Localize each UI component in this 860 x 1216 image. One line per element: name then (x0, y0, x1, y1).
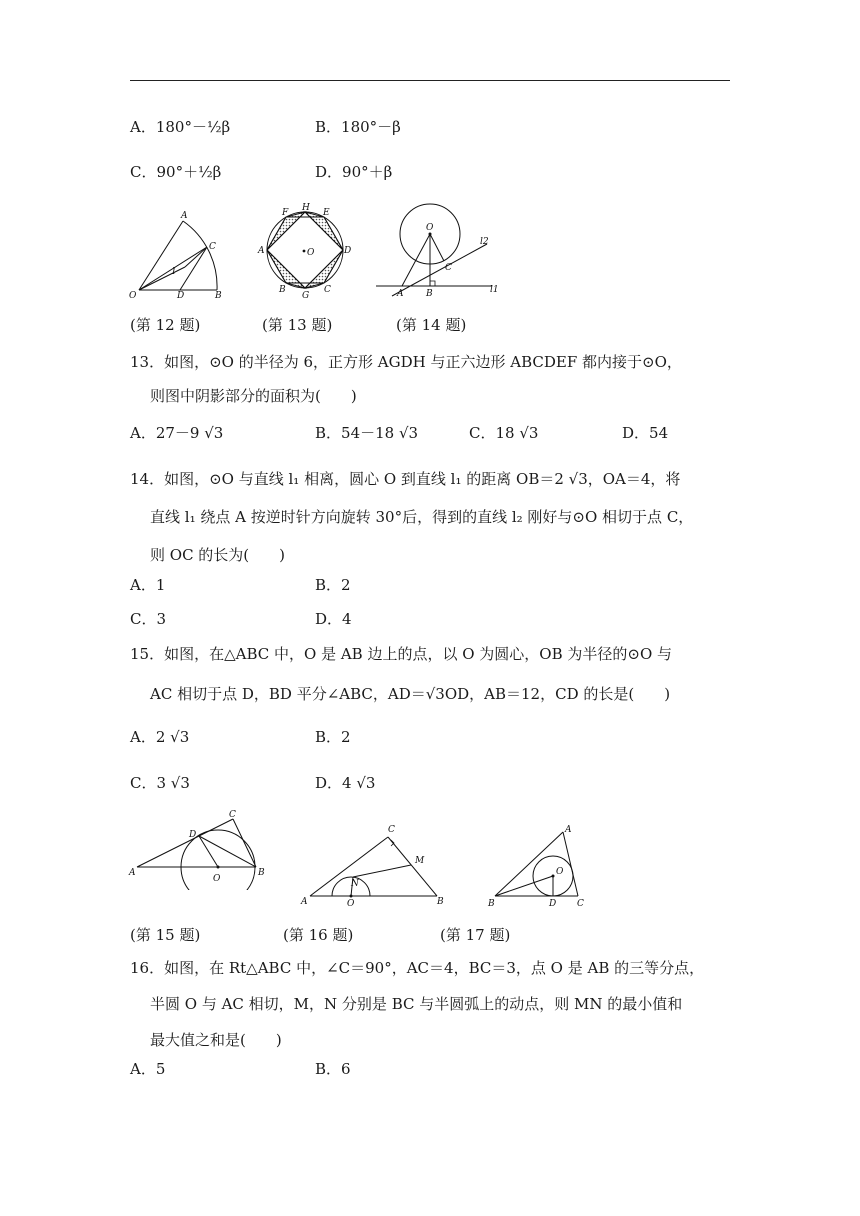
q16-line2: 半圆 O 与 AC 相切，M，N 分别是 BC 与半圆弧上的动点，则 MN 的最小值和 (150, 995, 683, 1013)
fig16-label-n: N (351, 879, 359, 889)
caption-fig15: (第 15 题) (130, 926, 201, 944)
fig14-label-l2: l2 (480, 237, 489, 247)
fig12-label-c: C (209, 242, 216, 252)
q15-option-c: C．3 √3 (130, 774, 190, 792)
fig17-label-a: A (565, 825, 572, 835)
question-13 (130, 345, 730, 413)
q13-line1: 13．如图，⊙O 的半径为 6，正方形 AGDH 与正六边形 ABCDEF 都内接于⊙O， (130, 353, 682, 371)
fig13-label-h: H (302, 203, 310, 213)
fig15-label-b: B (258, 868, 265, 878)
q15-line2: AC 相切于点 D，BD 平分∠ABC，AD＝√3OD，AB＝12，CD 的长是( ) (150, 685, 671, 703)
fig13-label-a: A (258, 246, 265, 256)
fig14-label-b: B (426, 289, 433, 299)
figure-17 (485, 820, 590, 910)
q14-line3: 则 OC 的长为( ) (150, 546, 286, 564)
q15-option-b: B．2 (315, 728, 351, 746)
fig13-label-f: F (282, 208, 289, 218)
fig16-label-a: A (301, 897, 308, 907)
question-15 (130, 634, 730, 714)
fig14-label-a: A (397, 289, 404, 299)
question-14 (130, 460, 730, 574)
figure-13 (255, 200, 355, 300)
q13-option-b: B．54－18 √3 (315, 424, 419, 442)
fig15-label-c: C (229, 810, 236, 820)
q16-option-a: A．5 (130, 1060, 166, 1078)
fig13-label-e: E (323, 208, 330, 218)
figure-14 (372, 200, 502, 300)
q12-option-a: A．180°－½β (130, 118, 231, 136)
fig12-label-a: A (181, 211, 188, 221)
q14-option-b: B．2 (315, 576, 351, 594)
fig17-label-o: O (556, 867, 564, 877)
fig13-label-o: O (307, 248, 315, 258)
q13-option-d: D．54 (622, 424, 669, 442)
q14-option-d: D．4 (315, 610, 352, 628)
caption-fig16: (第 16 题) (283, 926, 354, 944)
fig16-label-c: C (388, 825, 395, 835)
fig14-label-l1: l1 (490, 285, 499, 295)
q12-option-c: C．90°＋½β (130, 163, 222, 181)
fig17-label-b: B (488, 899, 495, 909)
fig15-label-d: D (189, 830, 197, 840)
fig13-label-g: G (302, 291, 310, 300)
q14-option-a: A．1 (130, 576, 166, 594)
fig16-label-b: B (437, 897, 444, 907)
fig15-label-a: A (129, 868, 136, 878)
caption-fig14: (第 14 题) (396, 316, 467, 334)
q16-line1: 16．如图，在 Rt△ABC 中，∠C＝90°，AC＝4，BC＝3，点 O 是 AB 的三等分点， (130, 959, 705, 977)
fig12-label-i: I (172, 267, 176, 277)
q15-line1: 15．如图，在△ABC 中，O 是 AB 边上的点，以 O 为圆心，OB 为半径的⊙O 与 (130, 645, 673, 663)
caption-fig12: (第 12 题) (130, 316, 201, 334)
q14-line2: 直线 l₁ 绕点 A 按逆时针方向旋转 30°后，得到的直线 l₂ 刚好与⊙O 相切于点 C， (150, 508, 694, 526)
question-16 (130, 950, 730, 1058)
fig12-label-b: B (215, 291, 222, 300)
q15-option-a: A．2 √3 (130, 728, 190, 746)
top-rule (130, 80, 730, 81)
fig12-label-d: D (177, 291, 185, 300)
fig13-label-b: B (279, 285, 286, 295)
q13-option-c: C．18 √3 (469, 424, 539, 442)
q13-option-a: A．27－9 √3 (130, 424, 224, 442)
figure-15 (125, 805, 275, 890)
figure-12 (125, 205, 235, 300)
fig13-label-c: C (324, 285, 331, 295)
q16-line3: 最大值之和是( ) (150, 1031, 282, 1049)
fig16-label-m: M (415, 856, 425, 866)
fig13-label-d: D (344, 246, 352, 256)
caption-fig17: (第 17 题) (440, 926, 511, 944)
fig17-label-d: D (549, 899, 557, 909)
figure-16 (295, 820, 455, 910)
q12-option-d: D．90°＋β (315, 163, 393, 181)
q13-line2: 则图中阴影部分的面积为( ) (150, 387, 357, 405)
fig14-label-o: O (426, 223, 434, 233)
fig15-label-o: O (213, 874, 221, 884)
q16-option-b: B．6 (315, 1060, 351, 1078)
fig12-label-o: O (129, 291, 137, 300)
fig16-label-o: O (347, 899, 355, 909)
q14-line1: 14．如图，⊙O 与直线 l₁ 相离，圆心 O 到直线 l₁ 的距离 OB＝2 √3，OA＝4，将 (130, 470, 681, 488)
caption-fig13: (第 13 题) (262, 316, 333, 334)
q12-option-b: B．180°－β (315, 118, 401, 136)
fig14-label-c: C (445, 263, 452, 273)
q15-option-d: D．4 √3 (315, 774, 376, 792)
fig17-label-c: C (577, 899, 584, 909)
q14-option-c: C．3 (130, 610, 167, 628)
